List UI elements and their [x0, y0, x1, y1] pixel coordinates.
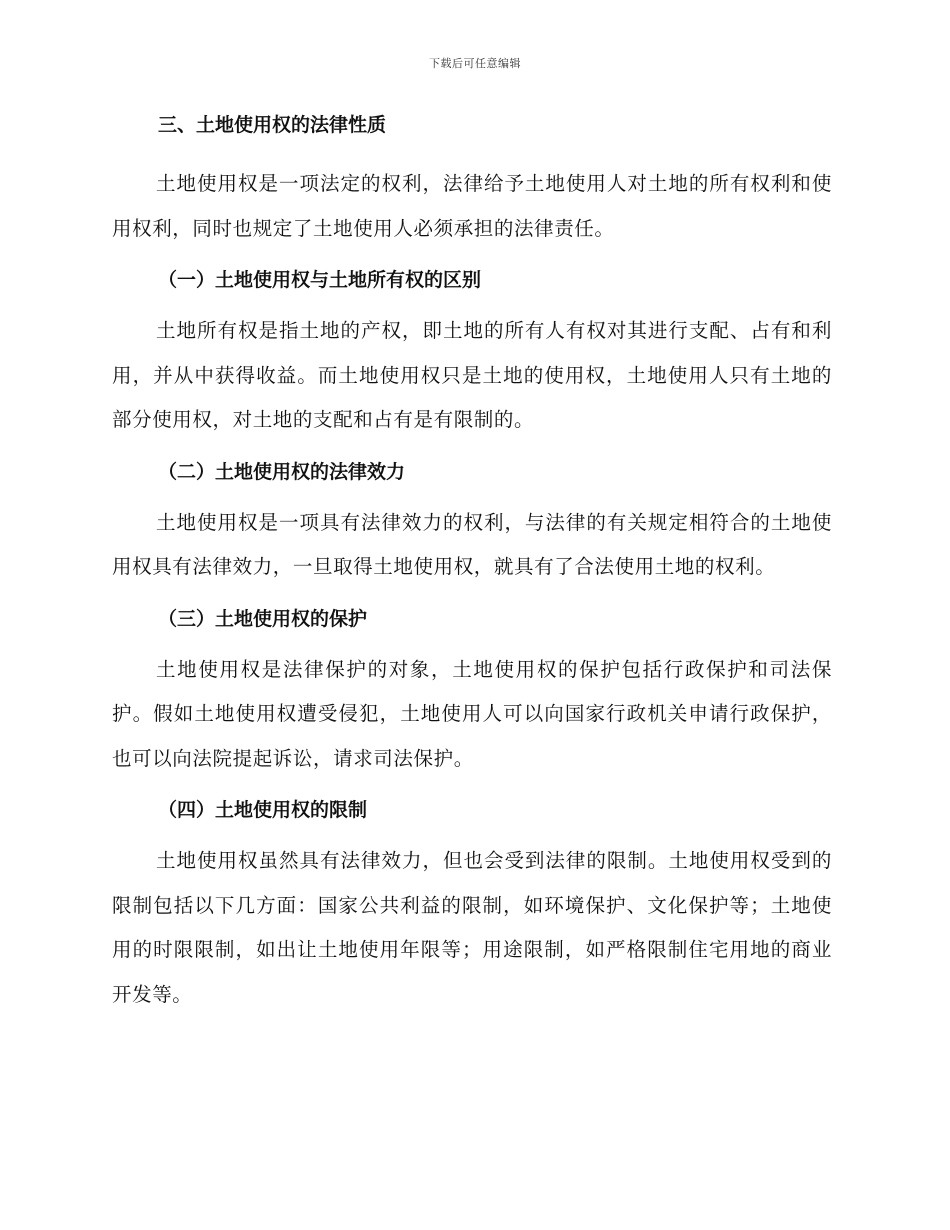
- section-heading-1: （一）土地使用权与土地所有权的区别: [158, 269, 482, 291]
- section-body-2: 土地使用权是一项具有法律效力的权利，与法律的有关规定相符合的土地使用权具有法律效力，一旦取得土地使用权，就具有了合法使用土地的权利。: [112, 510, 832, 578]
- intro-paragraph: 土地使用权是一项法定的权利，法律给予土地使用人对土地的所有权利和使用权利，同时也规定了土地使用人必须承担的法律责任。: [112, 172, 832, 240]
- document-body: [112, 110, 832, 1017]
- header-note: 下载后可任意编辑: [429, 57, 521, 70]
- section-heading-4: （四）土地使用权的限制: [158, 799, 368, 821]
- section-body-3: 土地使用权是法律保护的对象，土地使用权的保护包括行政保护和司法保护。假如土地使用权遭受侵犯，土地使用人可以向国家行政机关申请行政保护，也可以向法院提起诉讼，请求司法保护。: [112, 657, 832, 770]
- document-title: 三、土地使用权的法律性质: [158, 114, 387, 136]
- section-body-4: 土地使用权虽然具有法律效力，但也会受到法律的限制。土地使用权受到的限制包括以下几方面：国家公共利益的限制，如环境保护、文化保护等；土地使用的时限限制，如出让土地使用年限等；用途限制，如严格限制住宅用地的商业开发等。: [112, 849, 832, 1006]
- section-body-1: 土地所有权是指土地的产权，即土地的所有人有权对其进行支配、占有和利用，并从中获得收益。而土地使用权只是土地的使用权，土地使用人只有土地的部分使用权，对土地的支配和占有是有限制的。: [112, 319, 832, 431]
- section-heading-2: （二）土地使用权的法律效力: [158, 460, 406, 483]
- section-heading-3: （三）土地使用权的保护: [158, 607, 368, 630]
